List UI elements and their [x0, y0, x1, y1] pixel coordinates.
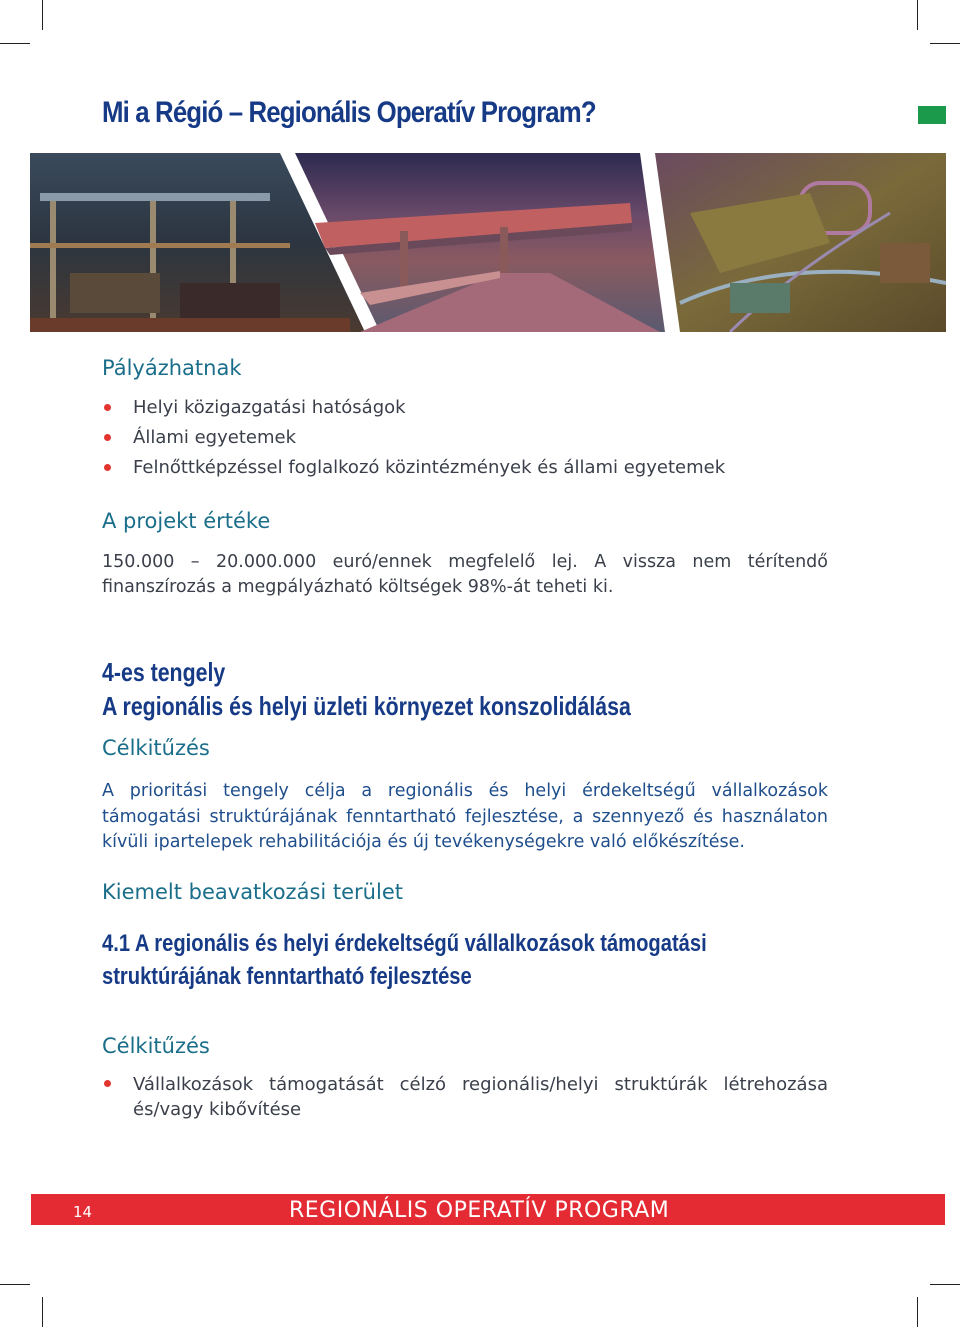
axis-number: 4-es tengely — [102, 657, 226, 687]
list-item: Felnőttképzéssel foglalkozó közintézmények és állami egyetemek — [104, 453, 725, 483]
list-item: Helyi közigazgatási hatóságok — [104, 393, 725, 423]
crop-mark — [0, 43, 30, 44]
applicants-heading: Pályázhatnak — [102, 356, 242, 380]
crop-mark — [930, 43, 960, 44]
project-value-text: 150.000 – 20.000.000 euró/ennek megfelelő lej. A vissza nem térítendő finanszírozás a megpályázható költségek 98%-át teheti ki. — [102, 552, 828, 597]
bullet-dot-icon — [104, 1080, 111, 1087]
subsection-goal-list — [104, 1072, 828, 1122]
list-item: Állami egyetemek — [104, 423, 725, 453]
applicants-list — [104, 393, 725, 483]
crop-mark — [930, 1284, 960, 1285]
page-title: Mi a Régió – Regionális Operatív Program? — [102, 96, 596, 129]
crop-mark — [42, 1297, 43, 1327]
subsection-title: 4.1 A regionális és helyi érdekeltségű vállalkozások támogatási struktúrájának fenntartható fejlesztése — [102, 930, 707, 990]
goal-text: A prioritási tengely célja a regionális és helyi érdekeltségű vállalkozások támogatási struktúrájának fenntartható fejlesztése, a szennyező és használaton kívüli ipartelepek rehabilitációja és új tevékenységekre való előkészítése. — [102, 781, 828, 852]
crop-mark — [917, 1297, 918, 1327]
axis-name: A regionális és helyi üzleti környezet konszolidálása — [102, 691, 631, 721]
intervention-heading: Kiemelt beavatkozási terület — [102, 880, 403, 904]
footer-title: REGIONÁLIS OPERATÍV PROGRAM — [289, 1198, 670, 1223]
crop-mark — [917, 0, 918, 30]
bullet-dot-icon — [104, 404, 111, 411]
crop-mark — [0, 1284, 30, 1285]
bullet-dot-icon — [104, 464, 111, 471]
project-value-heading: A projekt értéke — [102, 509, 271, 533]
accent-square — [918, 106, 946, 124]
list-item: Vállalkozások támogatását célzó regionális/helyi struktúrák létrehozása és/vagy kibővítése — [104, 1072, 828, 1122]
axis-title — [102, 655, 631, 723]
bullet-dot-icon — [104, 434, 111, 441]
goal-heading: Célkitűzés — [102, 736, 210, 760]
crop-mark — [42, 0, 43, 30]
subsection-goal-heading: Célkitűzés — [102, 1034, 210, 1058]
page-number: 14 — [73, 1203, 93, 1221]
aerial-city-photo — [655, 153, 946, 332]
photo-banner — [30, 153, 946, 332]
